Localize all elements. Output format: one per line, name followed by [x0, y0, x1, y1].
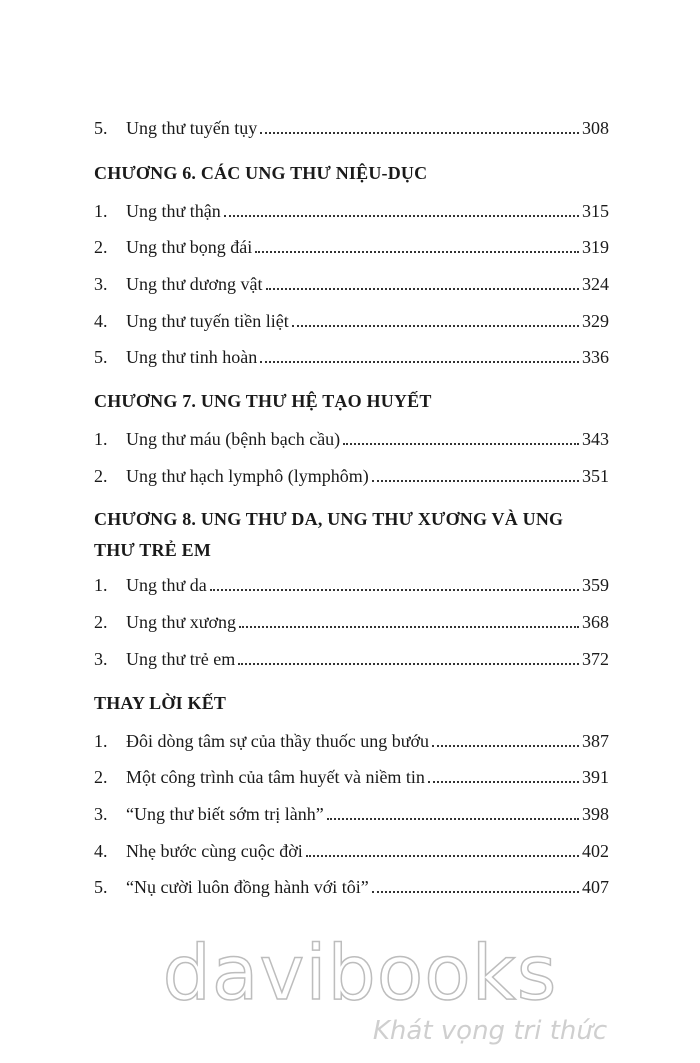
- entry-title: Ung thư bọng đái: [126, 237, 253, 257]
- entry-page: 324: [582, 274, 609, 294]
- dot-leader: [428, 780, 579, 783]
- entry-page: 336: [582, 347, 609, 367]
- entry-page: 329: [582, 311, 609, 331]
- toc-entry: [94, 344, 609, 370]
- dot-leader: [266, 287, 579, 290]
- dot-leader: [239, 625, 579, 628]
- entry-number: 4.: [94, 311, 108, 331]
- entry-page: 343: [582, 429, 609, 449]
- chapter-heading: [94, 504, 614, 566]
- toc-entry: [94, 728, 609, 754]
- entry-page: 319: [582, 237, 609, 257]
- dot-leader: [372, 890, 579, 893]
- chapter-heading-line2: THƯ TRẺ EM: [94, 540, 212, 560]
- entry-title: “Nụ cười luôn đồng hành với tôi”: [126, 877, 369, 897]
- toc-entry: [94, 463, 609, 489]
- toc-entry: [94, 801, 609, 827]
- entry-title: Ung thư máu (bệnh bạch cầu): [126, 429, 341, 449]
- dot-leader: [260, 360, 579, 363]
- dot-leader: [238, 662, 579, 665]
- dot-leader: [255, 250, 579, 253]
- entry-title: Ung thư tinh hoàn: [126, 347, 258, 367]
- watermark-brand: davibooks: [162, 928, 558, 1017]
- entry-page: 359: [582, 575, 609, 595]
- entry-number: 5.: [94, 347, 108, 367]
- toc-entry: [94, 764, 609, 790]
- watermark-tagline: Khát vọng tri thức: [372, 1016, 608, 1046]
- toc-entry: [94, 198, 609, 224]
- entry-page: 372: [582, 649, 609, 669]
- toc-entry: [94, 426, 609, 452]
- dot-leader: [306, 854, 579, 857]
- toc-entry: [94, 874, 609, 900]
- toc-entry: [94, 271, 609, 297]
- toc-entry: [94, 609, 609, 635]
- entry-number: 2.: [94, 466, 108, 486]
- toc-entry: [94, 838, 609, 864]
- dot-leader: [343, 442, 579, 445]
- entry-title: Ung thư thận: [126, 201, 221, 221]
- entry-page: 315: [582, 201, 609, 221]
- dot-leader: [327, 817, 579, 820]
- entry-number: 1.: [94, 731, 108, 751]
- entry-page: 402: [582, 841, 609, 861]
- toc-entry: [94, 234, 609, 260]
- entry-title: “Ung thư biết sớm trị lành”: [126, 804, 324, 824]
- entry-page: 351: [582, 466, 609, 486]
- dot-leader: [432, 744, 579, 747]
- dot-leader: [292, 324, 579, 327]
- entry-number: 1.: [94, 575, 108, 595]
- entry-page: 308: [582, 118, 609, 138]
- entry-title: Nhẹ bước cùng cuộc đời: [126, 841, 303, 861]
- entry-number: 5.: [94, 118, 108, 138]
- toc-entry: [94, 308, 609, 334]
- entry-page: 407: [582, 877, 609, 897]
- entry-number: 3.: [94, 274, 108, 294]
- entry-title: Ung thư tuyến tiền liệt: [126, 311, 289, 331]
- dot-leader: [260, 131, 579, 134]
- entry-number: 2.: [94, 612, 108, 632]
- entry-title: Ung thư dương vật: [126, 274, 263, 294]
- entry-number: 3.: [94, 804, 108, 824]
- dot-leader: [224, 214, 579, 217]
- chapter-heading-line1: CHƯƠNG 8. UNG THƯ DA, UNG THƯ XƯƠNG VÀ UNG: [94, 509, 564, 529]
- entry-number: 1.: [94, 201, 108, 221]
- entry-title: Đôi dòng tâm sự của thầy thuốc ung bướu: [126, 731, 429, 751]
- entry-number: 4.: [94, 841, 108, 861]
- chapter-heading: CHƯƠNG 6. CÁC UNG THƯ NIỆU-DỤC: [94, 163, 428, 183]
- entry-number: 2.: [94, 237, 108, 257]
- toc-entry: [94, 646, 609, 672]
- entry-title: Ung thư tuyến tụy: [126, 118, 258, 138]
- entry-page: 368: [582, 612, 609, 632]
- dot-leader: [372, 479, 579, 482]
- entry-title: Một công trình của tâm huyết và niềm tin: [126, 767, 425, 787]
- entry-title: Ung thư hạch lymphô (lymphôm): [126, 466, 369, 486]
- entry-number: 3.: [94, 649, 108, 669]
- chapter-heading: THAY LỜI KẾT: [94, 693, 227, 713]
- entry-number: 5.: [94, 877, 108, 897]
- entry-title: Ung thư xương: [126, 612, 237, 632]
- toc-entry: [94, 115, 609, 141]
- entry-title: Ung thư trẻ em: [126, 649, 236, 669]
- dot-leader: [210, 588, 579, 591]
- chapter-heading: CHƯƠNG 7. UNG THƯ HỆ TẠO HUYẾT: [94, 391, 432, 411]
- entry-number: 2.: [94, 767, 108, 787]
- entry-title: Ung thư da: [126, 575, 207, 595]
- entry-page: 398: [582, 804, 609, 824]
- toc-entry: [94, 572, 609, 598]
- entry-number: 1.: [94, 429, 108, 449]
- entry-page: 391: [582, 767, 609, 787]
- entry-page: 387: [582, 731, 609, 751]
